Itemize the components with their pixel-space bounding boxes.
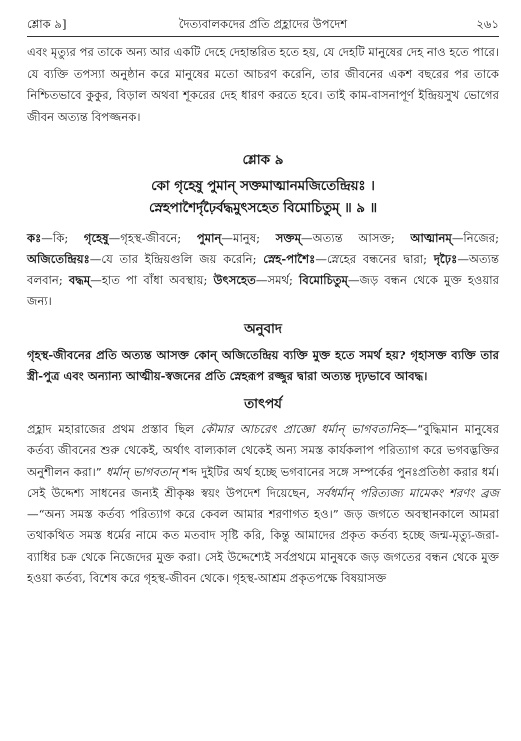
synonym-meaning: হাত পা বাঁধা অবস্থায়; xyxy=(101,273,214,287)
page-number: ২৬১ xyxy=(476,17,499,31)
running-header xyxy=(27,12,499,37)
synonym-meaning: গৃহস্থ-জীবনে; xyxy=(120,231,197,245)
synonym-word: গৃহেষু xyxy=(83,231,109,245)
verse-title: শ্লোক ৯ xyxy=(242,152,284,168)
book-page xyxy=(0,12,521,741)
synonym-meaning: স্নেহের বন্ধনের দ্বারা; xyxy=(326,252,434,266)
purport-text-3: শব্দ দুইটির অর্থ হচ্ছে ভগবানের সঙ্গে সম্পর্কের পুনঃপ্রতিষ্ঠা করার ধর্ম। সেই উদ্দেশ্য সাধনের জন্যই শ্রীকৃষ্ণ স্বয়ং উপদেশ দিয়েছেন, xyxy=(27,464,499,500)
synonym-word: পুমান্ xyxy=(196,231,222,245)
synonym-word: সক্তম্ xyxy=(275,231,302,245)
synonym-meaning: নিজের; xyxy=(463,231,499,245)
purport-text xyxy=(27,419,499,589)
purport-text-2: —“বুদ্ধিমান মানুষের কর্তব্য জীবনের শুরু থেকেই, অর্থাৎ বাল্যকাল থেকেই অন্য সমস্ত কার্যকলাপ পরিত্যাগ করে ভগবদ্ভক্তির অনুশীলন করা।” xyxy=(27,422,499,479)
synonym-word: স্নেহ-পাশৈঃ xyxy=(263,252,316,266)
purport-quote-1: কৌমার আচরেৎ প্রাজ্ঞো ধর্মান্ ভাগবতানিহ xyxy=(200,422,406,436)
verse-line-2: স্নেহপাশৈর্দৃঢ়ৈর্বদ্ধমুৎসহেত বিমোচিতুম্ ॥ ৯ ॥ xyxy=(149,201,377,216)
word-synonyms: কঃ—কি; গৃহেষু—গৃহস্থ-জীবনে; পুমান্—মানুষ; সক্তম্—অত্যন্ত আসক্ত; আত্মানম্—নিজের; অজিতেন্দ্রিয়ঃ—যে তার ইন্দ্রিয়গুলি জয় করেনি; স্নেহ-পাশৈঃ—স্নেহের বন্ধনের দ্বারা; দৃঢ়ৈঃ—অত্যন্ত বলবান; বদ্ধম্—হাত পা বাঁধা অবস্থায়; উৎসহেত—সমর্থ; বিমোচিতুম্—জড় বন্ধন থেকে মুক্ত হওয়ার জন্য। xyxy=(27,231,500,308)
synonym-word: কঃ xyxy=(27,231,42,245)
synonym-word: বিমোচিতুম্ xyxy=(299,273,348,287)
synonym-word: বদ্ধম্ xyxy=(68,273,91,287)
synonym-meaning: কি; xyxy=(52,231,84,245)
synonym-word: উৎসহেত xyxy=(213,273,256,287)
synonym-word: আত্মানম্ xyxy=(410,231,452,245)
purport-text-4: —“অন্য সমস্ত কর্তব্য পরিত্যাগ করে কেবল আমার শরণাগত হও।” জড় জগতে অবস্থানকালে আমরা তথাকথিত সমস্ত ধর্মের নামে কত মতবাদ সৃষ্টি করি, কিন্তু আমাদের প্রকৃত কর্তব্য হচ্ছে জন্ম-মৃত্যু-জরা-ব্যাধির চক্র থেকে নিজেদের মুক্ত করা। সেই উদ্দেশ্যেই সর্বপ্রথমে মানুষকে জড় জগতের বন্ধন থেকে মুক্ত হওয়া কর্তব্য, বিশেষ করে গৃহস্থ-জীবন থেকে। গৃহস্থ-আশ্রম প্রকৃতপক্ষে বিষয়াসক্ত xyxy=(27,507,499,586)
synonym-word: অজিতেন্দ্রিয়ঃ xyxy=(27,252,90,266)
translation-title: অনুবাদ xyxy=(244,322,282,337)
synonym-meaning: অত্যন্ত বলবান; xyxy=(27,252,499,287)
verse-line-1: কো গৃহেষু পুমান্ সক্তমাত্মানমজিতেন্দ্রিয়ঃ । xyxy=(151,179,375,194)
synonym-meaning: যে তার ইন্দ্রিয়গুলি জয় করেনি; xyxy=(101,252,264,266)
chapter-title: দৈত্যবালকদের প্রতি প্রহ্লাদের উপদেশ xyxy=(178,17,348,31)
purport-title: তাৎপর্য xyxy=(244,397,282,412)
purport-quote-3: সর্বধর্মান্ পরিত্যজ্য মামেকং শরণং ব্রজ xyxy=(315,485,499,500)
synonym-word: দৃঢ়ৈঃ xyxy=(433,252,458,266)
translation-text: গৃহস্থ-জীবনের প্রতি অত্যন্ত আসক্ত কোন্ অজিতেন্দ্রিয় ব্যক্তি মুক্ত হতে সমর্থ হয়? গৃহাসক্ত ব্যক্তি তার স্ত্রী-পুত্র এবং অন্যান্য আত্মীয়-স্বজনের প্রতি স্নেহরূপ রজ্জুর দ্বারা অত্যন্ত দৃঢ়ভাবে আবদ্ধ। xyxy=(27,348,499,383)
intro-paragraph: এবং মৃত্যুর পর তাকে অন্য আর একটি দেহে দেহান্তরিত হতে হয়, যে দেহটি মানুষের দেহ নাও হতে পারে। যে ব্যক্তি তপস্যা অনুষ্ঠান করে মানুষের মতো আচরণ করেনি, তার জীবনের একশ বছরের পর তাকে নিশ্চিতভাবে কুকুর, বিড়াল অথবা শূকরের দেহ ধারণ করতে হবে। তাই কাম-বাসনাপূর্ণ ইন্দ্রিয়সুখ ভোগের জীবন অত্যন্ত বিপজ্জনক। xyxy=(27,45,499,124)
synonym-meaning: অত্যন্ত আসক্ত; xyxy=(312,231,411,245)
purport-quote-2: ধর্মান্ ভাগবতান্ xyxy=(105,464,179,479)
purport-text-1: প্রহ্লাদ মহারাজের প্রথম প্রস্তাব ছিল xyxy=(27,422,201,436)
synonym-meaning: সমর্থ; xyxy=(267,273,300,287)
synonym-meaning: জড় বন্ধন থেকে মুক্ত হওয়ার জন্য। xyxy=(27,273,500,308)
synonym-meaning: মানুষ; xyxy=(233,231,276,245)
chapter-verse-ref: শ্লোক ৯] xyxy=(27,17,67,31)
